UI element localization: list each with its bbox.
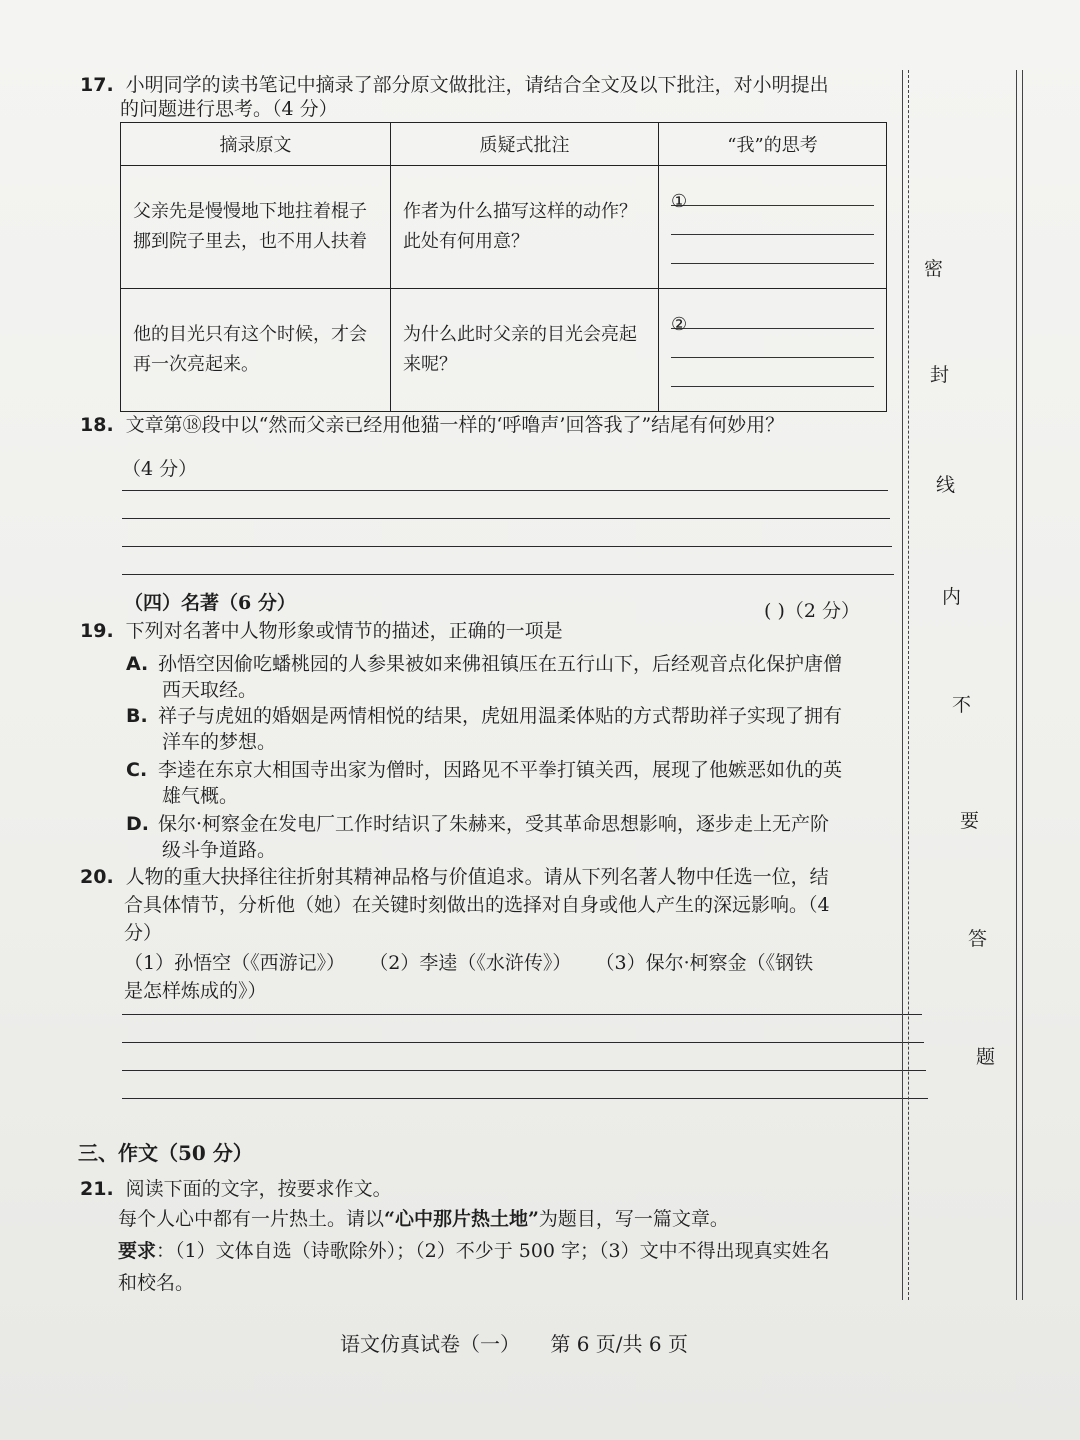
option-a-cont: 西天取经。: [162, 679, 258, 701]
question-number: 19.: [80, 620, 114, 642]
answer-blank[interactable]: [671, 249, 874, 264]
answer-line[interactable]: [122, 1014, 922, 1015]
question-text: 下列对名著中人物形象或情节的描述，正确的一项是: [125, 620, 563, 642]
reading-notes-table: [120, 122, 887, 412]
option-text: 保尔·柯察金在发电厂工作时结识了朱赫来，受其革命思想影响，逐步走上无产阶: [158, 813, 830, 835]
option-label: B.: [126, 705, 148, 727]
question-20-stem: [80, 864, 920, 890]
answer-blank[interactable]: [671, 372, 874, 387]
option-label: C.: [126, 759, 148, 781]
page-number: 第 6 页/共 6 页: [550, 1332, 688, 1356]
circled-number: ①: [671, 190, 688, 212]
option-b[interactable]: [126, 702, 916, 730]
answer-cell[interactable]: [659, 166, 887, 289]
table-row: [121, 166, 887, 289]
option-d-cont: 级斗争道路。: [162, 839, 277, 861]
paper-name: 语文仿真试卷（一）: [340, 1332, 520, 1356]
answer-line[interactable]: [122, 1098, 928, 1099]
requirements-text: ：（1）文体自选（诗歌除外）；（2）不少于 500 字；（3）文中不得出现真实姓名: [156, 1240, 830, 1262]
option-b-cont: 洋车的梦想。: [162, 731, 277, 753]
question-17-stem-2: 的问题进行思考。（4 分）: [120, 98, 338, 120]
seal-char: 内: [942, 586, 962, 608]
seal-char: 封: [930, 364, 950, 386]
seal-char: 要: [960, 810, 980, 832]
option-c-cont: 雄气概。: [162, 785, 239, 807]
question-text: 阅读下面的文字，按要求作文。: [125, 1178, 392, 1200]
answer-line[interactable]: [122, 518, 890, 519]
option-text: 李逵在东京大相国寺出家为僧时，因路见不平拳打镇关西，展现了他嫉恶如仇的英: [158, 759, 843, 781]
excerpt-cell: 他的目光只有这个时候，才会再一次亮起来。: [121, 289, 391, 412]
question-19-stem: [80, 618, 700, 644]
seal-dashed-line: [908, 70, 909, 1300]
question-text: 人物的重大抉择往往折射其精神品格与价值追求。请从下列名著人物中任选一位，结: [125, 866, 829, 888]
question-21-requirements-2: 和校名。: [118, 1272, 195, 1294]
answer-line[interactable]: [122, 1042, 924, 1043]
question-number: 20.: [80, 866, 114, 888]
seal-char: 不: [952, 694, 972, 716]
seal-char: 密: [924, 258, 944, 280]
question-18-score: （4 分）: [122, 458, 198, 480]
question-text: 文章第⑱段中以“然而父亲已经用他猫一样的‘呼噜声’回答我了”结尾有何妙用？: [125, 414, 785, 436]
answer-line[interactable]: [122, 574, 894, 575]
seal-char: 线: [936, 474, 956, 496]
option-c[interactable]: [126, 756, 916, 784]
requirements-label: 要求: [118, 1240, 157, 1262]
table-header: “我”的思考: [659, 123, 887, 166]
answer-bracket[interactable]: ( )（2 分）: [764, 600, 860, 622]
question-21-stem: [80, 1176, 392, 1202]
question-number: 17.: [80, 74, 114, 96]
answer-line[interactable]: [122, 1070, 926, 1071]
annotation-cell: 作者为什么描写这样的动作？此处有何用意？: [391, 166, 659, 289]
excerpt-cell: 父亲先是慢慢地下地拄着棍子挪到院子里去，也不用人扶着: [121, 166, 391, 289]
seal-char: 答: [968, 928, 988, 950]
question-number: 21.: [80, 1178, 114, 1200]
question-21-prompt: [118, 1206, 938, 1232]
answer-cell[interactable]: [659, 289, 887, 412]
question-20-line3: 分）: [124, 922, 163, 944]
page-footer: [340, 1328, 688, 1357]
option-label: A.: [126, 653, 149, 675]
question-21-requirements: [118, 1238, 958, 1264]
seal-char: 题: [976, 1046, 996, 1068]
option-text: 孙悟空因偷吃蟠桃园的人参果被如来佛祖镇压在五行山下，后经观音点化保护唐僧: [158, 653, 843, 675]
question-20-choices-2: 是怎样炼成的》）: [124, 980, 267, 1002]
question-20-line2: 合具体情节，分析他（她）在关键时刻做出的选择对自身或他人产生的深远影响。（4: [124, 894, 830, 916]
answer-line[interactable]: [122, 490, 888, 491]
question-20-choices: （1）孙悟空（《西游记》） （2）李逵（《水浒传》） （3）保尔·柯察金（《钢铁: [124, 952, 814, 974]
question-number: 18.: [80, 414, 114, 436]
annotation-cell: 为什么此时父亲的目光会亮起来呢？: [391, 289, 659, 412]
section-heading: （四）名著（6 分）: [124, 592, 296, 614]
answer-line[interactable]: [122, 546, 892, 547]
table-header: 质疑式批注: [391, 123, 659, 166]
question-18-stem: [80, 412, 900, 438]
option-a[interactable]: [126, 650, 916, 678]
question-17-stem: [80, 72, 880, 98]
option-text: 祥子与虎妞的婚姻是两情相悦的结果，虎妞用温柔体贴的方式帮助祥子实现了拥有: [158, 705, 843, 727]
table-row: [121, 289, 887, 412]
seal-border-line: [1022, 70, 1023, 1300]
seal-border-line: [1016, 70, 1017, 1300]
table-header: 摘录原文: [121, 123, 391, 166]
answer-blank[interactable]: [671, 220, 874, 235]
essay-title: “心中那片热土地”: [384, 1208, 539, 1230]
table-header-row: [121, 123, 887, 166]
option-d[interactable]: [126, 810, 916, 838]
section-heading: 三、作文（50 分）: [78, 1141, 253, 1165]
prompt-text: 为题目，写一篇文章。: [538, 1208, 729, 1230]
question-text: 小明同学的读书笔记中摘录了部分原文做批注，请结合全文及以下批注，对小明提出: [125, 74, 829, 96]
circled-number: ②: [671, 313, 688, 335]
seal-border-line: [902, 70, 903, 1300]
option-label: D.: [126, 813, 149, 835]
answer-blank[interactable]: [671, 343, 874, 358]
prompt-text: 每个人心中都有一片热土。请以: [118, 1208, 385, 1230]
